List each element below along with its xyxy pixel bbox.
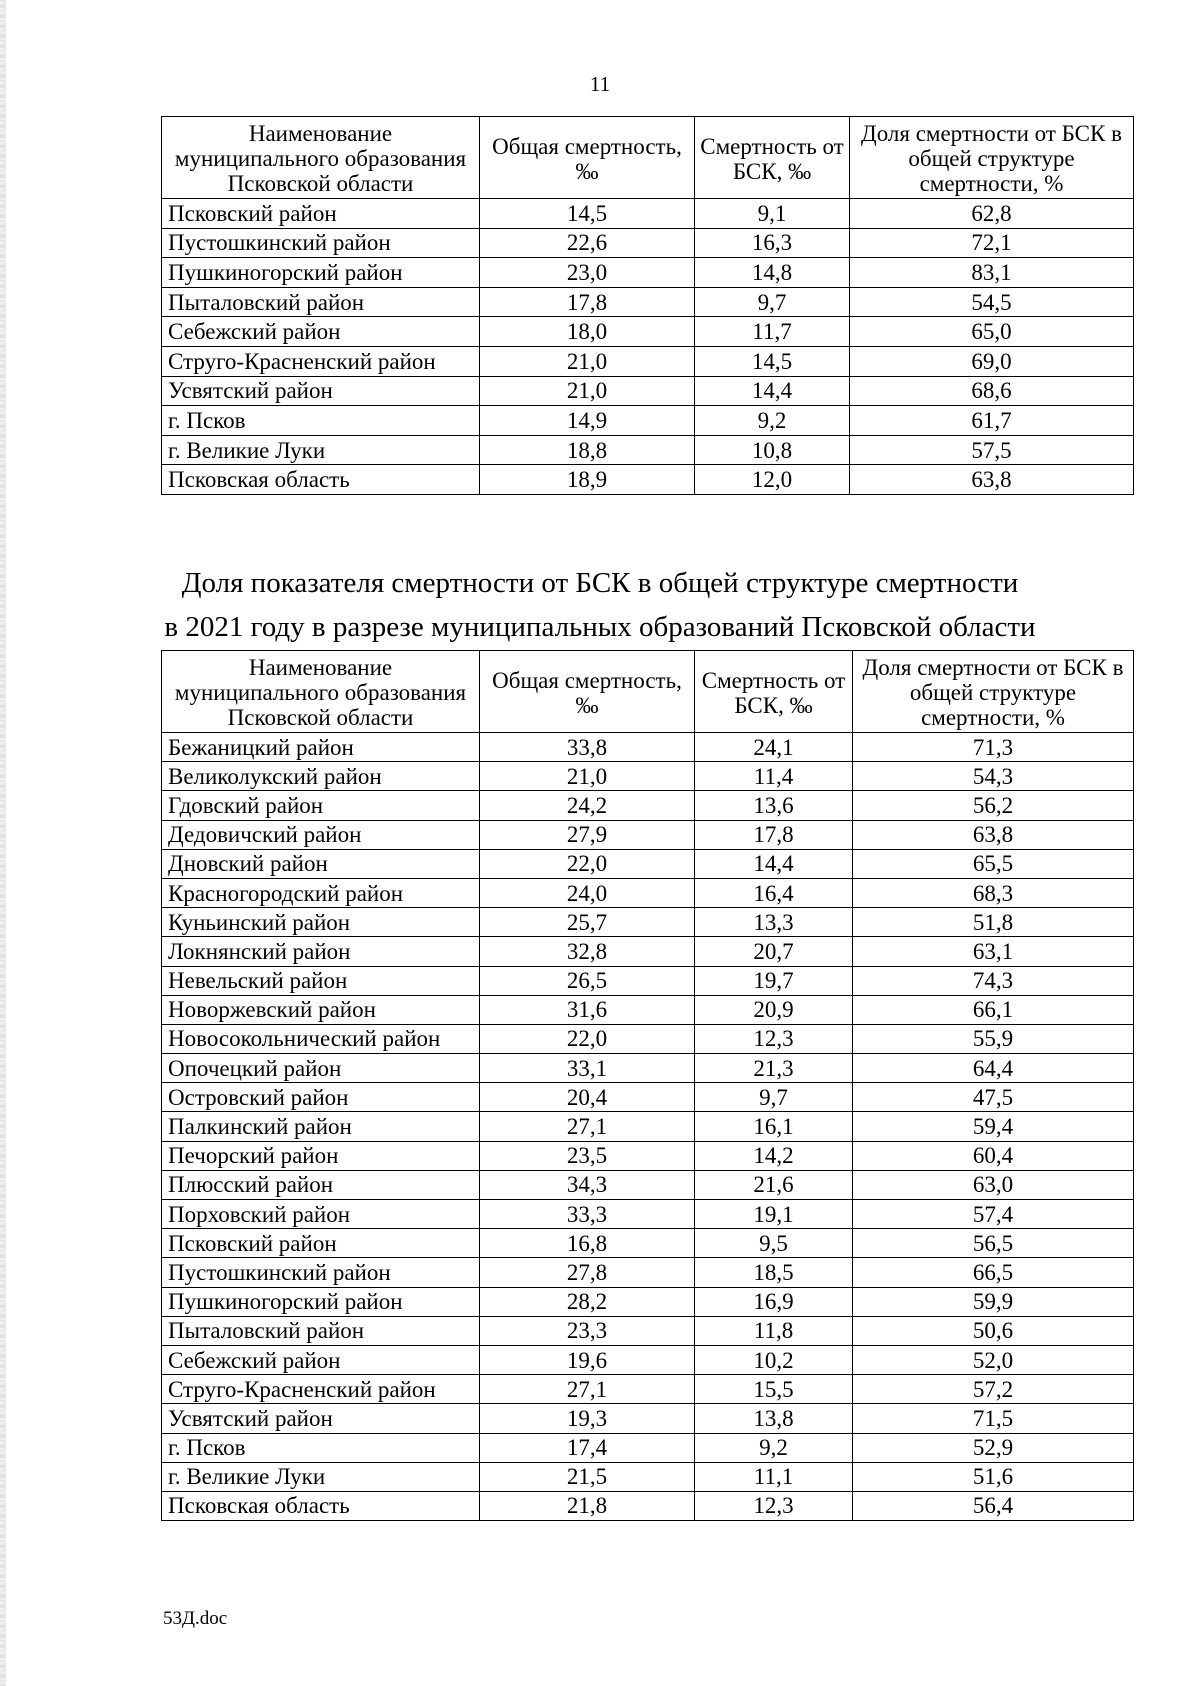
cell-bsk-share: 69,0 (850, 346, 1134, 376)
cell-name: Палкинский район (162, 1112, 480, 1141)
cell-bsk-share: 57,4 (853, 1200, 1134, 1229)
cell-name: Новоржевский район (162, 995, 480, 1024)
cell-bsk-share: 83,1 (850, 258, 1134, 288)
cell-bsk-mortality: 11,8 (695, 1316, 853, 1345)
cell-bsk-share: 56,2 (853, 791, 1134, 820)
cell-name: г. Псков (162, 406, 480, 436)
cell-bsk-mortality: 14,4 (695, 849, 853, 878)
cell-name: Красногородский район (162, 878, 480, 907)
cell-bsk-mortality: 11,4 (695, 762, 853, 791)
mortality-table-2021 (161, 650, 1134, 1521)
cell-bsk-share: 61,7 (850, 406, 1134, 436)
cell-name: Новосокольнический район (162, 1024, 480, 1053)
cell-total-mortality: 23,0 (480, 258, 695, 288)
cell-total-mortality: 14,9 (480, 406, 695, 436)
cell-bsk-share: 51,6 (853, 1462, 1134, 1491)
cell-total-mortality: 21,0 (480, 346, 695, 376)
cell-bsk-mortality: 15,5 (695, 1375, 853, 1404)
table-row (162, 849, 1134, 878)
cell-bsk-mortality: 11,7 (695, 317, 850, 347)
cell-total-mortality: 22,0 (480, 1024, 695, 1053)
section-title (150, 561, 1050, 649)
cell-bsk-mortality: 14,5 (695, 346, 850, 376)
scan-edge (0, 0, 6, 1686)
cell-bsk-mortality: 16,3 (695, 228, 850, 258)
cell-total-mortality: 14,5 (480, 199, 695, 229)
mortality-table-top (161, 116, 1134, 495)
table-row (162, 791, 1134, 820)
cell-total-mortality: 28,2 (480, 1287, 695, 1316)
cell-bsk-mortality: 17,8 (695, 820, 853, 849)
cell-total-mortality: 27,1 (480, 1112, 695, 1141)
table-row (162, 1433, 1134, 1462)
cell-name: Псковский район (162, 199, 480, 229)
cell-bsk-share: 72,1 (850, 228, 1134, 258)
cell-bsk-mortality: 9,5 (695, 1229, 853, 1258)
table-row (162, 1462, 1134, 1491)
cell-bsk-mortality: 21,6 (695, 1170, 853, 1199)
cell-total-mortality: 25,7 (480, 908, 695, 937)
cell-total-mortality: 18,0 (480, 317, 695, 347)
table-row (162, 1083, 1134, 1112)
cell-name: Островский район (162, 1083, 480, 1112)
cell-total-mortality: 26,5 (480, 966, 695, 995)
cell-bsk-share: 52,0 (853, 1345, 1134, 1374)
table-row (162, 1375, 1134, 1404)
table-header-row (162, 651, 1134, 733)
cell-bsk-mortality: 11,1 (695, 1462, 853, 1491)
table-row (162, 1200, 1134, 1229)
cell-bsk-share: 54,3 (853, 762, 1134, 791)
table-row (162, 1170, 1134, 1199)
table-row (162, 733, 1134, 762)
cell-bsk-mortality: 14,8 (695, 258, 850, 288)
cell-bsk-share: 68,3 (853, 878, 1134, 907)
cell-bsk-share: 60,4 (853, 1141, 1134, 1170)
cell-total-mortality: 27,9 (480, 820, 695, 849)
cell-total-mortality: 20,4 (480, 1083, 695, 1112)
cell-name: Локнянский район (162, 937, 480, 966)
cell-bsk-mortality: 12,3 (695, 1491, 853, 1520)
cell-name: Пушкиногорский район (162, 1287, 480, 1316)
table-row (162, 966, 1134, 995)
table-row (162, 435, 1134, 465)
cell-bsk-share: 65,5 (853, 849, 1134, 878)
cell-total-mortality: 19,6 (480, 1345, 695, 1374)
cell-name: Плюсский район (162, 1170, 480, 1199)
cell-bsk-mortality: 9,1 (695, 199, 850, 229)
cell-bsk-mortality: 20,9 (695, 995, 853, 1024)
header-name: Наименование муниципального образования Псковской области (162, 117, 480, 199)
cell-bsk-mortality: 12,0 (695, 465, 850, 495)
cell-total-mortality: 22,0 (480, 849, 695, 878)
cell-bsk-share: 66,5 (853, 1258, 1134, 1287)
header-name: Наименование муниципального образования Псковской области (162, 651, 480, 733)
cell-bsk-mortality: 9,7 (695, 287, 850, 317)
cell-bsk-share: 51,8 (853, 908, 1134, 937)
cell-name: Струго-Красненский район (162, 346, 480, 376)
cell-bsk-share: 59,4 (853, 1112, 1134, 1141)
cell-bsk-share: 56,4 (853, 1491, 1134, 1520)
cell-name: Себежский район (162, 317, 480, 347)
cell-total-mortality: 23,3 (480, 1316, 695, 1345)
cell-bsk-share: 52,9 (853, 1433, 1134, 1462)
table-row (162, 465, 1134, 495)
section-title-line-1: Доля показателя смертности от БСК в общей структуре смертности (181, 567, 1019, 599)
cell-name: Великолукский район (162, 762, 480, 791)
cell-bsk-share: 62,8 (850, 199, 1134, 229)
cell-bsk-share: 65,0 (850, 317, 1134, 347)
cell-name: Псковский район (162, 1229, 480, 1258)
cell-name: г. Великие Луки (162, 1462, 480, 1491)
table-row (162, 1112, 1134, 1141)
table-row (162, 995, 1134, 1024)
cell-total-mortality: 27,8 (480, 1258, 695, 1287)
cell-total-mortality: 21,8 (480, 1491, 695, 1520)
table-row (162, 1316, 1134, 1345)
cell-total-mortality: 31,6 (480, 995, 695, 1024)
table-row (162, 908, 1134, 937)
table-row (162, 937, 1134, 966)
cell-bsk-mortality: 13,3 (695, 908, 853, 937)
cell-name: Пушкиногорский район (162, 258, 480, 288)
cell-bsk-share: 57,5 (850, 435, 1134, 465)
cell-name: Опочецкий район (162, 1054, 480, 1083)
table-row (162, 258, 1134, 288)
header-bsk-mortality: Смертность от БСК, ‰ (695, 651, 853, 733)
cell-total-mortality: 18,8 (480, 435, 695, 465)
cell-bsk-share: 71,3 (853, 733, 1134, 762)
page-number: 11 (589, 72, 611, 96)
cell-bsk-mortality: 24,1 (695, 733, 853, 762)
cell-name: Печорский район (162, 1141, 480, 1170)
cell-total-mortality: 23,5 (480, 1141, 695, 1170)
table-row (162, 317, 1134, 347)
cell-total-mortality: 27,1 (480, 1375, 695, 1404)
cell-name: Себежский район (162, 1345, 480, 1374)
cell-bsk-mortality: 12,3 (695, 1024, 853, 1053)
cell-bsk-mortality: 18,5 (695, 1258, 853, 1287)
cell-name: Куньинский район (162, 908, 480, 937)
cell-bsk-mortality: 19,1 (695, 1200, 853, 1229)
cell-bsk-mortality: 13,6 (695, 791, 853, 820)
section-title-line-2: в 2021 году в разрезе муниципальных образований Псковской области (164, 611, 1036, 643)
cell-bsk-mortality: 10,8 (695, 435, 850, 465)
cell-total-mortality: 34,3 (480, 1170, 695, 1199)
cell-bsk-mortality: 9,7 (695, 1083, 853, 1112)
table-row (162, 199, 1134, 229)
cell-bsk-mortality: 13,8 (695, 1404, 853, 1433)
table-row (162, 1229, 1134, 1258)
header-total-mortality: Общая смертность, ‰ (480, 651, 695, 733)
cell-bsk-mortality: 14,2 (695, 1141, 853, 1170)
table-row (162, 1141, 1134, 1170)
cell-bsk-share: 57,2 (853, 1375, 1134, 1404)
cell-bsk-mortality: 9,2 (695, 1433, 853, 1462)
table-row (162, 1345, 1134, 1374)
cell-total-mortality: 21,5 (480, 1462, 695, 1491)
table-row (162, 820, 1134, 849)
cell-name: Псковская область (162, 465, 480, 495)
table-body (162, 199, 1134, 495)
cell-bsk-share: 54,5 (850, 287, 1134, 317)
cell-total-mortality: 21,0 (480, 376, 695, 406)
table-header-row (162, 117, 1134, 199)
cell-name: Бежаницкий район (162, 733, 480, 762)
cell-total-mortality: 33,1 (480, 1054, 695, 1083)
cell-bsk-share: 74,3 (853, 966, 1134, 995)
table-row (162, 762, 1134, 791)
cell-bsk-mortality: 19,7 (695, 966, 853, 995)
cell-bsk-share: 66,1 (853, 995, 1134, 1024)
cell-bsk-share: 63,1 (853, 937, 1134, 966)
cell-bsk-share: 47,5 (853, 1083, 1134, 1112)
cell-name: Усвятский район (162, 376, 480, 406)
cell-name: Порховский район (162, 1200, 480, 1229)
cell-total-mortality: 18,9 (480, 465, 695, 495)
table-row (162, 1287, 1134, 1316)
cell-name: Псковская область (162, 1491, 480, 1520)
cell-name: Пыталовский район (162, 287, 480, 317)
header-bsk-mortality: Смертность от БСК, ‰ (695, 117, 850, 199)
cell-name: Усвятский район (162, 1404, 480, 1433)
cell-name: г. Великие Луки (162, 435, 480, 465)
cell-bsk-share: 50,6 (853, 1316, 1134, 1345)
table-row (162, 1404, 1134, 1433)
header-total-mortality: Общая смертность, ‰ (480, 117, 695, 199)
footer-file-name: 53Д.doc (163, 1608, 228, 1629)
cell-name: г. Псков (162, 1433, 480, 1462)
table-row (162, 406, 1134, 436)
cell-bsk-mortality: 21,3 (695, 1054, 853, 1083)
cell-name: Гдовский район (162, 791, 480, 820)
cell-name: Невельский район (162, 966, 480, 995)
cell-name: Пустошкинский район (162, 228, 480, 258)
table-row (162, 1258, 1134, 1287)
cell-bsk-share: 56,5 (853, 1229, 1134, 1258)
cell-bsk-share: 64,4 (853, 1054, 1134, 1083)
cell-bsk-share: 68,6 (850, 376, 1134, 406)
cell-total-mortality: 32,8 (480, 937, 695, 966)
cell-bsk-mortality: 20,7 (695, 937, 853, 966)
cell-total-mortality: 17,8 (480, 287, 695, 317)
cell-bsk-mortality: 9,2 (695, 406, 850, 436)
cell-bsk-share: 59,9 (853, 1287, 1134, 1316)
cell-bsk-mortality: 10,2 (695, 1345, 853, 1374)
cell-total-mortality: 24,2 (480, 791, 695, 820)
cell-total-mortality: 17,4 (480, 1433, 695, 1462)
cell-total-mortality: 19,3 (480, 1404, 695, 1433)
cell-bsk-mortality: 14,4 (695, 376, 850, 406)
header-bsk-share: Доля смертности от БСК в общей структуре смертности, % (850, 117, 1134, 199)
cell-bsk-mortality: 16,1 (695, 1112, 853, 1141)
table-row (162, 287, 1134, 317)
cell-bsk-share: 71,5 (853, 1404, 1134, 1433)
cell-total-mortality: 33,8 (480, 733, 695, 762)
cell-name: Пыталовский район (162, 1316, 480, 1345)
table-row (162, 878, 1134, 907)
cell-name: Струго-Красненский район (162, 1375, 480, 1404)
cell-bsk-mortality: 16,4 (695, 878, 853, 907)
cell-bsk-share: 63,8 (853, 820, 1134, 849)
cell-total-mortality: 33,3 (480, 1200, 695, 1229)
table-row (162, 1054, 1134, 1083)
cell-bsk-share: 63,8 (850, 465, 1134, 495)
cell-bsk-share: 63,0 (853, 1170, 1134, 1199)
cell-bsk-share: 55,9 (853, 1024, 1134, 1053)
cell-name: Дедовичский район (162, 820, 480, 849)
cell-total-mortality: 16,8 (480, 1229, 695, 1258)
cell-name: Пустошкинский район (162, 1258, 480, 1287)
table-row (162, 228, 1134, 258)
cell-total-mortality: 24,0 (480, 878, 695, 907)
header-bsk-share: Доля смертности от БСК в общей структуре смертности, % (853, 651, 1134, 733)
table-row (162, 346, 1134, 376)
table-row (162, 376, 1134, 406)
cell-name: Дновский район (162, 849, 480, 878)
cell-bsk-mortality: 16,9 (695, 1287, 853, 1316)
table-body (162, 733, 1134, 1521)
cell-total-mortality: 22,6 (480, 228, 695, 258)
cell-total-mortality: 21,0 (480, 762, 695, 791)
table-row (162, 1024, 1134, 1053)
table-row (162, 1491, 1134, 1520)
